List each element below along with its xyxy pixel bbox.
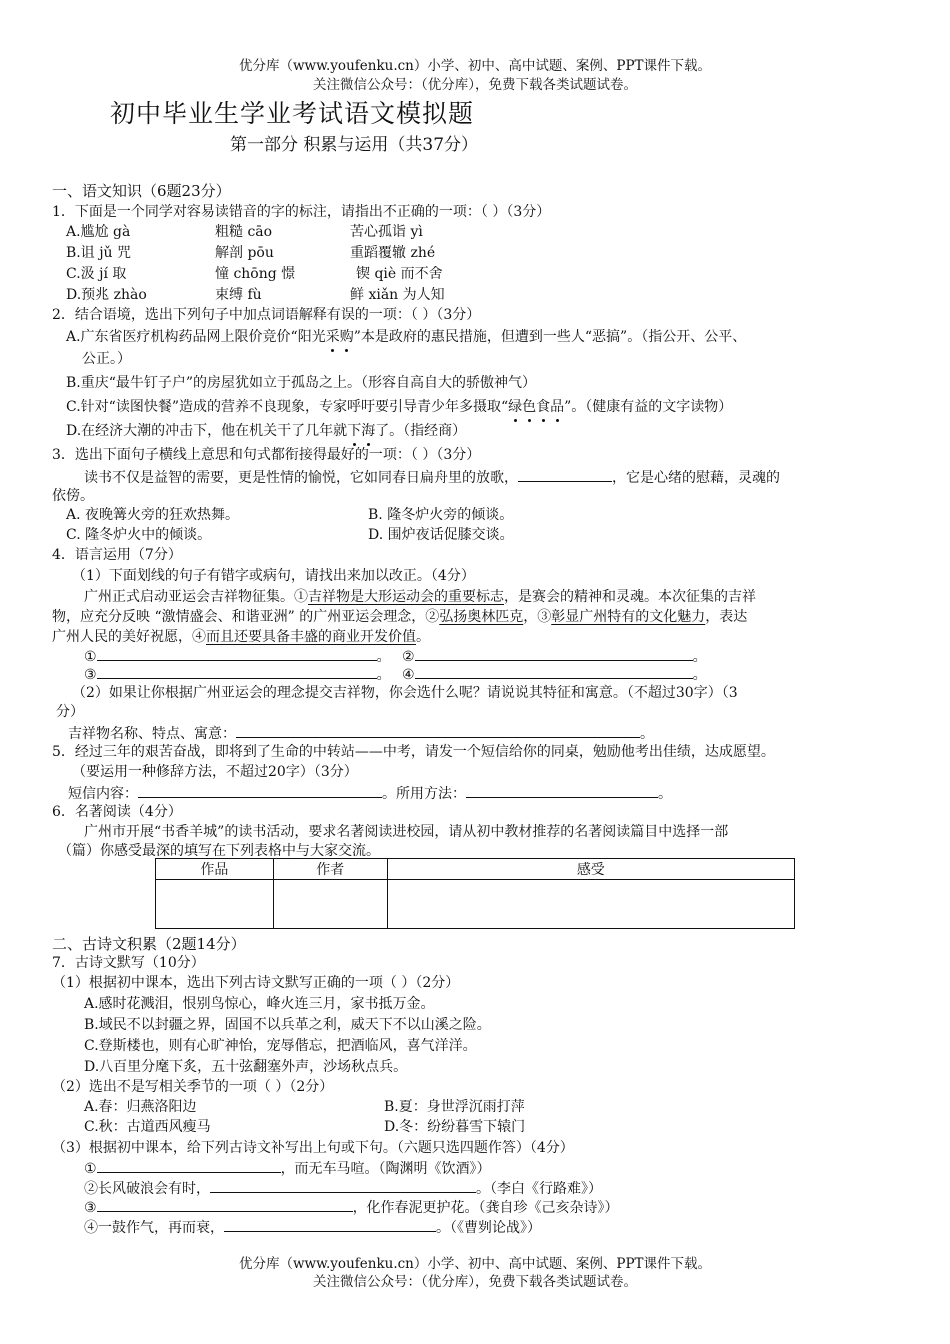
q4-part2-line1: （2）如果让你根据广州亚运会的理念提交吉祥物，你会选什么呢？请说说其特征和寓意。（不超过30字）（3 <box>72 685 738 701</box>
q7-part2-option-b: B.夏：身世浮沉雨打萍 <box>384 1099 525 1115</box>
q4-stem: 4．语言运用（7分） <box>52 547 182 563</box>
q2-option-c: C.针对“读图快餐”造成的营养不良现象，专家呼吁要引导青少年多摄取“绿 色 食 品 ”。（健康有益的文字读物） <box>66 398 732 416</box>
emphasis-dot <box>556 419 559 422</box>
q7-part3-stem: （3）根据初中课本，给下列古诗文补写出上句或下句。（六题只选四题作答）（4分） <box>52 1140 574 1156</box>
q2-a-pre: A.广东省医疗机构药品网上限价竞价“阳光 <box>66 329 326 345</box>
q1-stem: 1．下面是一个同学对容易读错音的字的标注，请指出不正确的一项：（ ）（3分） <box>52 204 551 220</box>
q5-line2: （要运用一种修辞方法，不超过20字）（3分） <box>72 764 358 780</box>
q6-line1: 广州市开展“书香羊城”的读书活动，要求名著阅读进校园，请从初中教材推荐的名著阅读篇目中选择一部 <box>84 824 729 840</box>
q3-blank[interactable] <box>518 467 612 482</box>
q5-line1: 5．经过三年的艰苦奋战，即将到了生命的中转站——中考，请发一个短信给你的同桌，勉励他考出佳绩，达成愿望。 <box>52 744 775 760</box>
q1-option-d-1: D.预兆 zhào <box>66 287 147 303</box>
emphasis-dot <box>528 419 531 422</box>
q7-part1-option-b: B.域民不以封疆之界，固国不以兵革之利，威天下不以山溪之险。 <box>84 1017 491 1033</box>
section-1-heading: 一、语文知识（6题23分） <box>52 182 231 200</box>
q1-option-a-1: A.尴尬 gà <box>66 224 131 240</box>
q3-text-line2: 依傍。 <box>52 488 94 504</box>
page-subtitle: 第一部分 积累与运用（共37分） <box>230 135 479 155</box>
q2-a-post: ”本是政府的惠民措施，但遭到一些人“恶搞”。（指公开、公平、 <box>353 329 747 345</box>
footer-line-2: 关注微信公众号：（优分库），免费下载各类试题试卷。 <box>313 1274 637 1290</box>
q1-option-d-2: 束缚 fù <box>215 287 262 303</box>
q2-option-d: D.在经济大潮的冲击下，他在机关干了几年就下 海 了。（指经商） <box>66 422 466 440</box>
q4-answer-1: ① 。 <box>84 646 391 666</box>
q7-part1-option-c: C.登斯楼也，则有心旷神怡，宠辱偕忘，把酒临风，喜气洋洋。 <box>84 1038 477 1054</box>
q4-underlined-1: 吉祥物是大形运动会的重要标志 <box>308 589 504 605</box>
emphasis-char: 品 <box>550 399 564 415</box>
q1-option-c-2: 憧 chōng 憬 <box>215 266 296 282</box>
emphasis-char: 海 <box>361 423 375 439</box>
emphasis-char: 采 <box>326 329 340 345</box>
q1-option-d-3: 鲜 xiǎn 为人知 <box>350 287 445 303</box>
emphasis-char: 购 <box>340 329 354 345</box>
q5-message-line[interactable] <box>138 783 382 798</box>
q3-option-d: D. 围炉夜话促膝交谈。 <box>368 527 514 543</box>
emphasis-dot <box>514 419 517 422</box>
q1-option-b-2: 解剖 pōu <box>215 245 274 261</box>
q7-part3-blank4[interactable] <box>224 1217 436 1232</box>
q7-part3-blank1[interactable] <box>97 1158 281 1173</box>
reading-table <box>155 858 795 929</box>
emphasis-dot <box>345 349 348 352</box>
q1-option-b-3: 重蹈覆辙 zhé <box>350 245 436 261</box>
q4-part2-answer: 吉祥物名称、特点、寓意： 。 <box>68 723 654 743</box>
q7-part1-option-a: A.感时花溅泪，恨别鸟惊心，峰火连三月，家书抵万金。 <box>84 996 435 1012</box>
q7-part1-stem: （1）根据初中课本，选出下列古诗文默写正确的一项（ ）（2分） <box>52 975 460 991</box>
q7-part2-option-d: D.冬：纷纷暮雪下辕门 <box>384 1119 526 1135</box>
q7-part3-item1: ① ，而无车马喧。（陶渊明《饮酒》） <box>84 1158 491 1178</box>
table-header-feeling: 感受 <box>387 859 794 880</box>
q3-stem: 3．选出下面句子横线上意思和句式都衔接得最好的一项：（ ）（3分） <box>52 447 481 463</box>
q4-answer-2: ② 。 <box>402 646 707 666</box>
footer-line-1: 优分库（www.youfenku.cn）小学、初中、高中试题、案例、PPT课件下载。 <box>238 1256 712 1272</box>
emphasis-char: 下 <box>347 423 361 439</box>
q6-stem: 6．名著阅读（4分） <box>52 804 182 820</box>
q7-part3-item4: ④一鼓作气，再而衰， 。（《曹刿论战》） <box>84 1217 541 1237</box>
q7-part3-item3: ③ ，化作春泥更护花。（龚自珍《己亥杂诗》） <box>84 1197 619 1217</box>
q1-option-b-1: B.诅 jǔ 咒 <box>66 245 131 261</box>
page-title: 初中毕业生学业考试语文模拟题 <box>110 99 475 128</box>
q3-text-line1: 读书不仅是益智的需要，更是性情的愉悦，它如同春日扁舟里的放歌， ，它是心绪的慰藉，灵魂的 <box>84 467 780 487</box>
q7-part2-stem: （2）选出不是写相关季节的一项（ ）（2分） <box>52 1079 334 1095</box>
q4-underlined-2: 弘扬奥林匹克 <box>439 609 524 625</box>
q2-option-b: B.重庆“最牛钉子户”的房屋犹如立于孤岛之上。（形容自高自大的骄傲神气） <box>66 375 537 391</box>
q1-option-c-1: C.汲 jí 取 <box>66 266 127 282</box>
section-2-heading: 二、古诗文积累（2题14分） <box>52 935 246 953</box>
emphasis-char: 绿 <box>508 399 522 415</box>
q1-option-a-3: 苦心孤诣 yì <box>350 224 423 240</box>
q4-answer-3: ③ 。 <box>84 664 391 684</box>
q4-part1-stem: （1）下面划线的句子有错字或病句，请找出来加以改正。（4分） <box>72 568 475 584</box>
q7-part2-option-a: A.春：归燕洛阳边 <box>84 1099 197 1115</box>
q5-method-line[interactable] <box>466 783 658 798</box>
q4-underlined-4: 而且还要具备丰盛的商业开发价值 <box>206 629 416 645</box>
q1-option-c-3: 锲 qiè 而不舍 <box>356 266 443 282</box>
table-header-author: 作者 <box>273 859 387 880</box>
q7-part2-option-c: C.秋：古道西风瘦马 <box>84 1119 211 1135</box>
q2-stem: 2．结合语境，选出下列句子中加点词语解释有误的一项：（ ）（3分） <box>52 307 481 323</box>
q6-line2: （篇）你感受最深的填写在下列表格中与大家交流。 <box>58 843 380 859</box>
q7-stem: 7．古诗文默写（10分） <box>52 955 205 971</box>
table-cell-author[interactable] <box>273 880 387 929</box>
emphasis-char: 食 <box>536 399 550 415</box>
q4-answer-1-line[interactable] <box>97 646 377 661</box>
table-cell-work[interactable] <box>156 880 274 929</box>
q1-option-a-2: 粗糙 cāo <box>215 224 273 240</box>
q2-option-a-line2: 公正。） <box>82 351 131 367</box>
table-header-work: 作品 <box>156 859 274 880</box>
table-cell-feeling[interactable] <box>387 880 794 929</box>
q4-underlined-3: 彰显广州特有的文化魅力 <box>551 609 706 625</box>
q4-passage-line1: 广州正式启动亚运会吉祥物征集。①吉祥物是大形运动会的重要标志，是赛会的精神和灵魂。本次征集的吉祥 <box>84 589 756 605</box>
header-line-1: 优分库（www.youfenku.cn）小学、初中、高中试题、案例、PPT课件下载。 <box>238 58 712 74</box>
q7-part1-option-d: D.八百里分麾下炙，五十弦翻塞外声，沙场秋点兵。 <box>84 1059 408 1075</box>
q4-answer-4: ④ 。 <box>402 664 707 684</box>
emphasis-dot <box>542 419 545 422</box>
q7-part3-item2: ②长风破浪会有时， 。（李白《行路难》） <box>84 1178 602 1198</box>
q2-d-dotted-word <box>347 423 375 439</box>
q7-part3-blank3[interactable] <box>97 1197 353 1212</box>
q3-option-b: B. 隆冬炉火旁的倾谈。 <box>368 507 514 523</box>
header-line-2: 关注微信公众号：（优分库），免费下载各类试题试卷。 <box>313 77 637 93</box>
q3-option-a: A. 夜晚篝火旁的狂欢热舞。 <box>66 507 240 523</box>
emphasis-dot <box>331 349 334 352</box>
q4-part2-line2: 分） <box>56 704 84 720</box>
q2-option-a-line1 <box>66 328 746 346</box>
q2-a-dotted-word <box>326 329 354 345</box>
q4-answer-4-line[interactable] <box>415 664 693 679</box>
q3-option-c: C. 隆冬炉火中的倾谈。 <box>66 527 212 543</box>
q4-passage-line3: 广州人民的美好祝愿，④而且还要具备丰盛的商业开发价值。 <box>52 629 430 645</box>
q2-c-dotted-word <box>508 399 564 415</box>
q5-answer-row: 短信内容： 。所用方法： 。 <box>68 783 672 803</box>
emphasis-char: 色 <box>522 399 536 415</box>
q4-answer-2-line[interactable] <box>415 646 693 661</box>
q4-part2-answer-line[interactable] <box>236 723 640 738</box>
q4-answer-3-line[interactable] <box>97 664 377 679</box>
q7-part3-blank2[interactable] <box>210 1178 476 1193</box>
q4-passage-line2: 物，应充分反映 “激情盛会、和谐亚洲” 的广州亚运会理念，②弘扬奥林匹克，③彰显广州特有的文化魅力，表达 <box>52 609 748 625</box>
